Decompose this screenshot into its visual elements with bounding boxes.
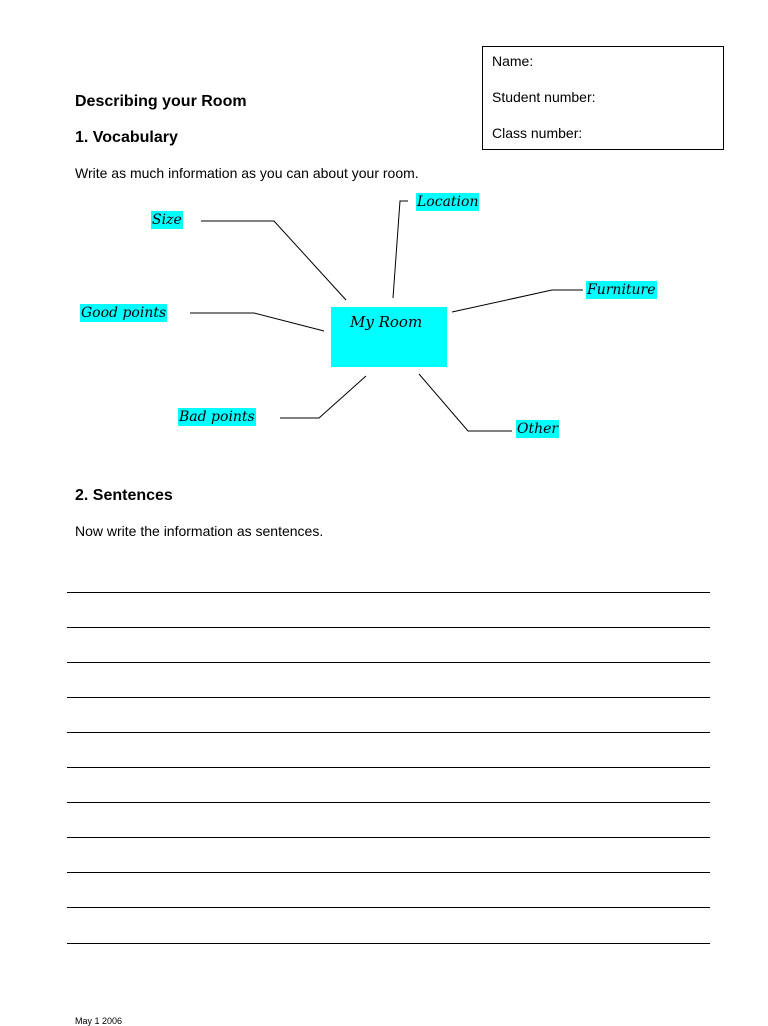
writing-line[interactable] bbox=[67, 802, 710, 803]
connector-location bbox=[393, 201, 408, 298]
branch-label-bad-points: Bad points bbox=[179, 409, 255, 425]
branch-label-other: Other bbox=[517, 421, 559, 437]
branch-label-size: Size bbox=[152, 212, 182, 228]
writing-line[interactable] bbox=[67, 943, 710, 944]
writing-line[interactable] bbox=[67, 837, 710, 838]
connector-furniture bbox=[452, 290, 583, 312]
connector-good-points bbox=[190, 313, 324, 331]
writing-line[interactable] bbox=[67, 592, 710, 593]
writing-line[interactable] bbox=[67, 767, 710, 768]
section2-instruction: Now write the information as sentences. bbox=[75, 523, 324, 539]
name-label: Name: bbox=[492, 53, 534, 69]
mind-map-connectors bbox=[0, 0, 768, 460]
branch-label-furniture: Furniture bbox=[587, 282, 656, 298]
student-number-label: Student number: bbox=[492, 89, 596, 105]
writing-line[interactable] bbox=[67, 697, 710, 698]
writing-line[interactable] bbox=[67, 907, 710, 908]
writing-line[interactable] bbox=[67, 732, 710, 733]
connector-other bbox=[419, 374, 512, 431]
class-number-label: Class number: bbox=[492, 125, 583, 141]
mind-map-center-label: My Room bbox=[350, 313, 423, 331]
footer-date: May 1 2006 bbox=[75, 1016, 123, 1026]
branch-label-good-points: Good points bbox=[81, 305, 167, 321]
writing-line[interactable] bbox=[67, 627, 710, 628]
section1-heading: 1. Vocabulary bbox=[75, 129, 178, 146]
writing-line[interactable] bbox=[67, 662, 710, 663]
connector-size bbox=[201, 221, 346, 300]
branch-label-location: Location bbox=[417, 194, 479, 210]
section1-instruction: Write as much information as you can about your room. bbox=[75, 165, 419, 181]
worksheet-title: Describing your Room bbox=[75, 93, 247, 110]
writing-line[interactable] bbox=[67, 872, 710, 873]
section2-heading: 2. Sentences bbox=[75, 487, 173, 504]
connector-bad-points bbox=[280, 376, 366, 418]
